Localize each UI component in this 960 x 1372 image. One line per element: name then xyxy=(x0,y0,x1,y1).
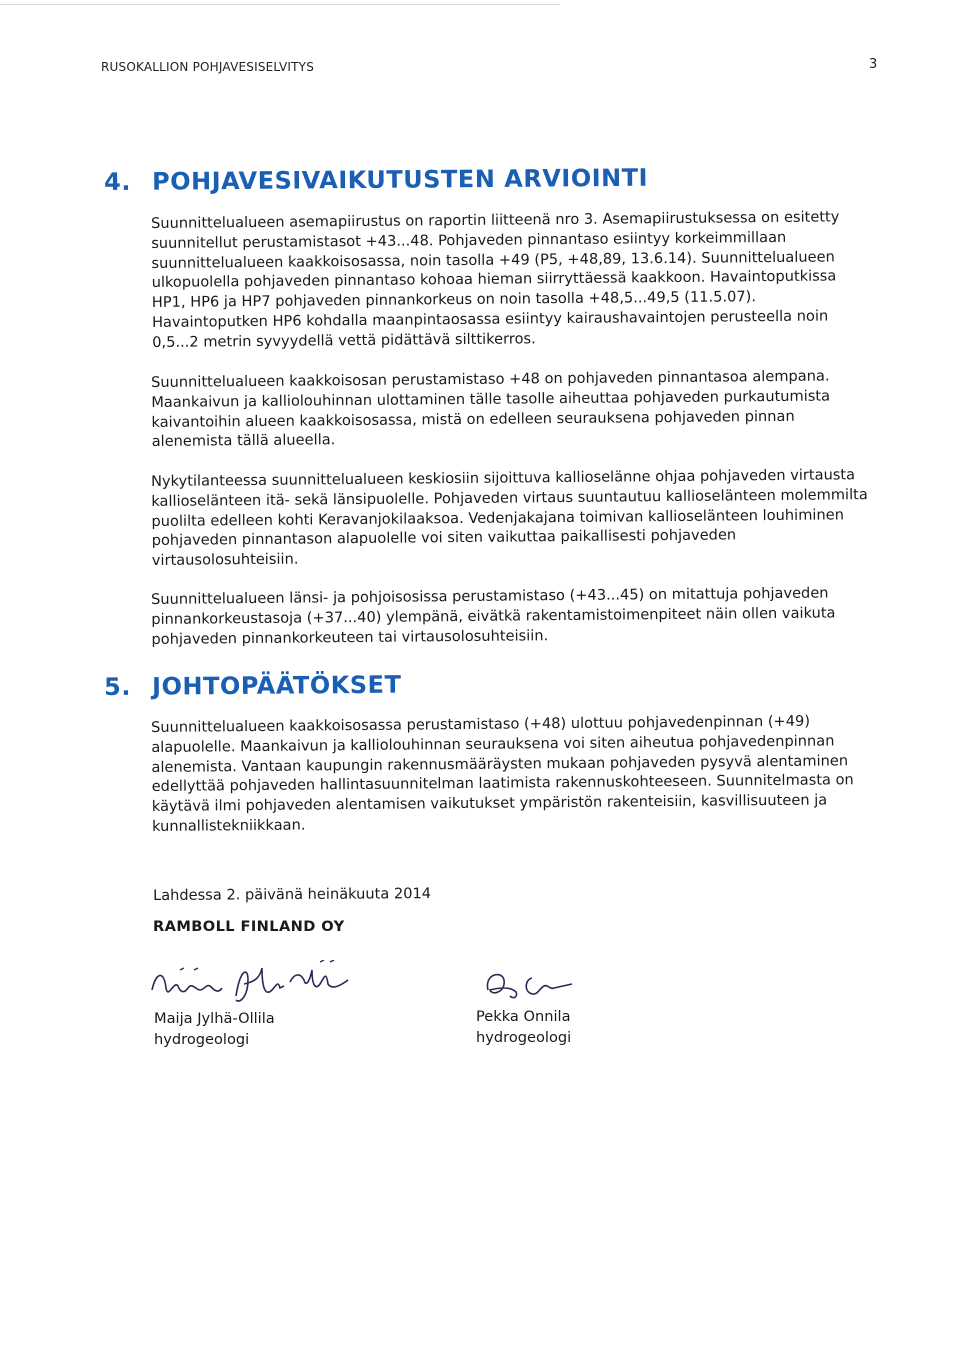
paragraph-1 xyxy=(151,207,882,353)
text-line: alenemista. Vantaan kaupungin rakennusmääräysten mukaan pohjaveden pysyvä alentaminen xyxy=(151,751,849,776)
text-line: HP1, HP6 ja HP7 pohjaveden pinnankorkeus on noin tasolla +48,5...49,5 (11.5.07). xyxy=(151,288,757,312)
text-line: pinnankorkeustasoja (+37...40) ylempänä, eivätkä rakentamistoimenpiteet näin ollen vaikuta xyxy=(151,604,836,628)
section-4-number: 4. xyxy=(104,167,132,196)
signer-title: hydrogeologi xyxy=(154,1031,250,1048)
text-line: Nykytilanteessa suunnittelualueen keskiosiin sijoittuva kallioselänne ohjaa pohjaveden virtausta xyxy=(151,466,856,490)
text-line: Suunnittelualueen kaakkoisosassa perustamistaso (+48) ulottuu pohjavedenpinnan (+49) xyxy=(151,712,811,736)
section-5-title: JOHTOPÄÄTÖKSET xyxy=(151,670,402,701)
text-line: edellyttää pohjaveden hallintasuunnitelman laatimista rakennuskohteeseen. Suunnitelmasta on xyxy=(151,771,854,796)
place-date: Lahdessa 2. päivänä heinäkuuta 2014 xyxy=(153,885,432,904)
paragraph-4 xyxy=(151,583,882,649)
company-name: RAMBOLL FINLAND OY xyxy=(153,918,345,935)
text-line: kunnallistekniikkaan. xyxy=(151,816,306,835)
paragraph-2 xyxy=(151,366,882,452)
text-line: virtausolosuhteisiin. xyxy=(151,550,299,570)
text-line: kaivantoihin alueen kaakkoisosassa, mistä on edelleen seurauksena pohjaveden pinnan xyxy=(151,407,795,431)
section-4-heading xyxy=(104,164,648,196)
text-line: kallioselänteen itä- sekä länsipuolelle. Pohjaveden virtaus suuntautuu kallioselänteen molemmilta xyxy=(151,485,868,510)
section-4-title: POHJAVESIVAIKUTUSTEN ARVIOINTI xyxy=(151,163,649,196)
running-header: RUSOKALLION POHJAVESISELVITYS xyxy=(101,60,315,74)
paragraph-5 xyxy=(151,711,882,837)
section-5-heading xyxy=(104,671,402,701)
section-5-number: 5. xyxy=(104,672,132,701)
signer-1 xyxy=(154,1008,275,1050)
text-line: suunnittelualueen kaakkoisosassa, noin tasolla +49 (P5, +48,89, 13.6.14). Suunnittelualueen xyxy=(151,248,835,272)
text-line: Suunnittelualueen länsi- ja pohjoisosissa perustamistaso (+43...45) on mitattuja pohjaveden xyxy=(151,584,829,608)
text-line: Suunnittelualueen kaakkoisosan perustamistaso +48 on pohjaveden pinnantasoa alempana. xyxy=(151,367,830,391)
scan-edge-line xyxy=(0,4,560,5)
paragraph-3 xyxy=(151,465,882,571)
text-line: Suunnittelualueen asemapiirustus on raportin liitteenä nro 3. Asemapiirustuksessa on esitetty xyxy=(151,208,840,232)
signer-title: hydrogeologi xyxy=(476,1029,572,1046)
text-line: suunnitellut perustamistasot +43...48. Pohjaveden pinnantaso esiintyy korkeimmillaan xyxy=(151,228,787,252)
signer-name: Maija Jylhä-Ollila xyxy=(154,1010,275,1027)
text-line: 0,5...2 metrin syvyydellä vettä pidättävä silttikerros. xyxy=(152,330,536,351)
handwritten-signature-1 xyxy=(144,960,364,1010)
text-line: pohjaveden pinnantason alapuolelle voi siten vaikuttaa paikallisesti pohjaveden xyxy=(151,526,737,550)
page-number: 3 xyxy=(869,57,878,72)
handwritten-signature-2 xyxy=(474,966,584,1006)
text-line: alenemista tällä alueella. xyxy=(151,431,336,451)
text-line: Maankaivun ja kalliolouhinnan ulottaminen tälle tasolle aiheuttaa pohjaveden purkautumista xyxy=(151,387,831,411)
signer-2 xyxy=(476,1006,571,1048)
text-line: pohjaveden pinnankorkeuteen tai virtausolosuhteisiin. xyxy=(151,626,549,648)
text-line: ulkopuolella pohjaveden pinnantaso kohoaa hieman siirryttäessä kaakkoon. Havaintoputkissa xyxy=(151,267,837,292)
text-line: Havaintoputken HP6 kohdalla maanpintaosassa esiintyy kairaushavaintojen perusteella noin xyxy=(151,307,829,331)
text-line: käytävä ilmi pohjaveden alentamisen vaikutukset ympäristön rakenteisiin, kasvillisuuteen ja xyxy=(151,791,828,816)
text-line: alapuolelle. Maankaivun ja kalliolouhinnan seurauksena voi siten aiheutua pohjavedenpinnan xyxy=(151,732,835,756)
signer-name: Pekka Onnila xyxy=(476,1008,571,1025)
text-line: puolilta edelleen kohti Keravanjokilaaksoa. Vedenjakajana toimivan kallioselänteen louhiminen xyxy=(151,505,845,530)
